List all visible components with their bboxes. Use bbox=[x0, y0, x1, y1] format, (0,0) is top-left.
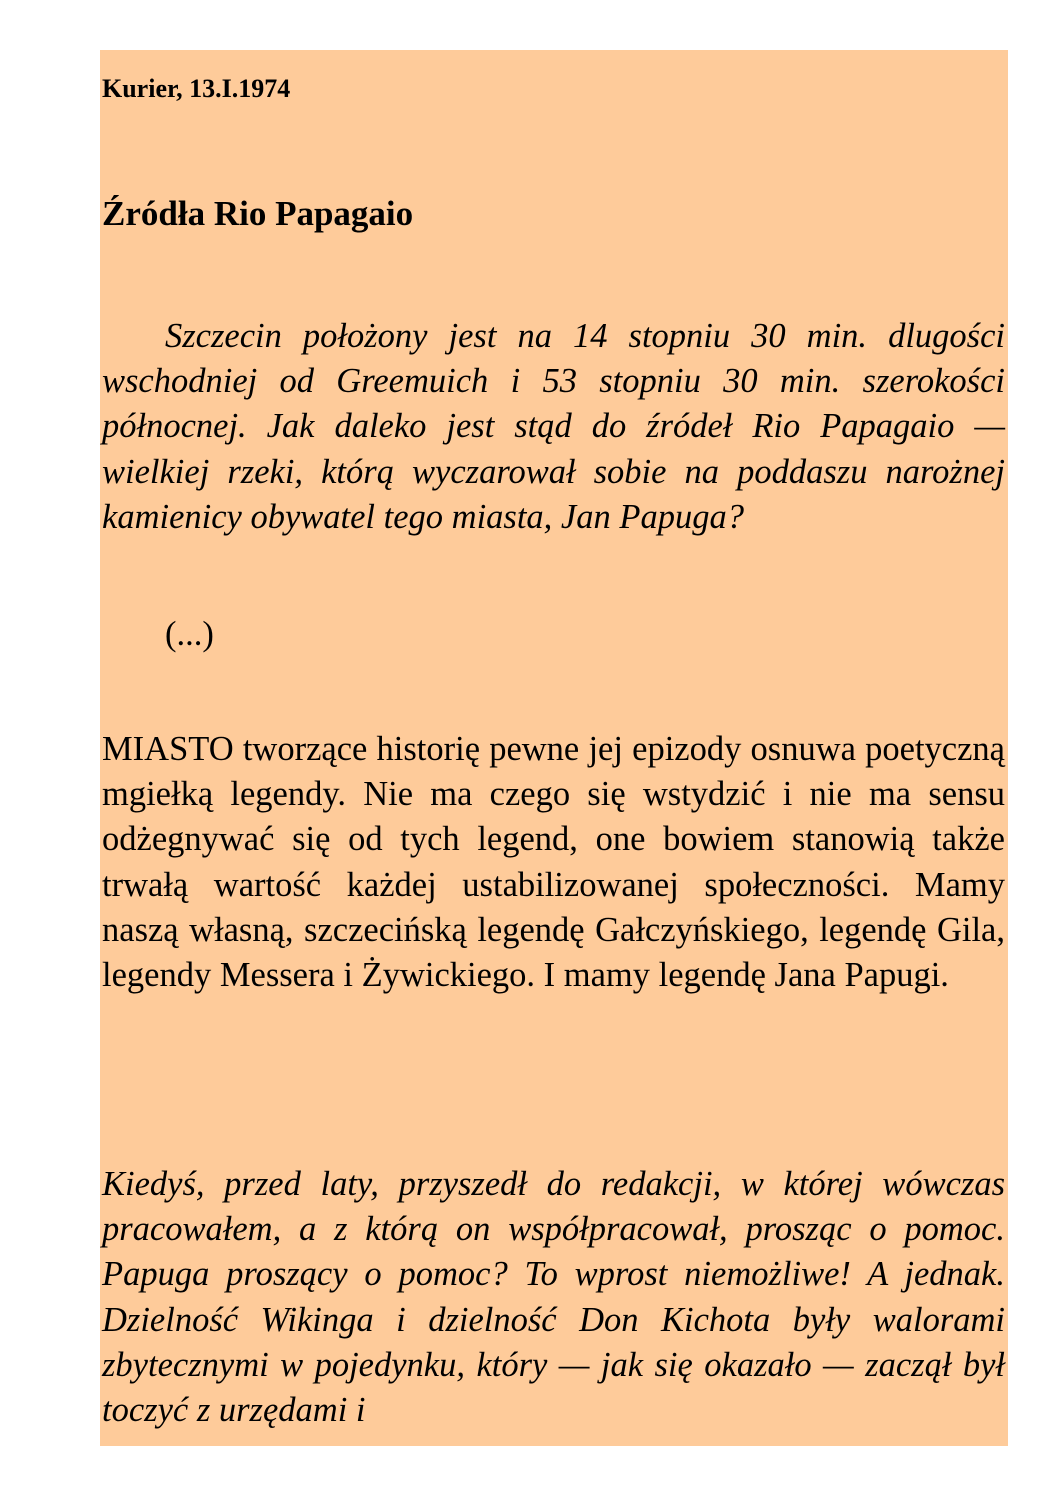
source-line: Kurier, 13.I.1974 bbox=[102, 74, 291, 103]
document-page bbox=[100, 50, 1008, 1446]
paragraph-3: Kiedyś, przed laty, przyszedł do redakcji, w której wówczas pracowałem, a z którą on współpracował, prosząc o pomoc. Papuga proszący o pomoc? To wprost niemożliwe! A jednak. Dzielność Wikinga i dzielność Don Kichota były walorami zbytecznymi w pojedynku, który — jak się okazało — zaczął był toczyć z urzędami i bbox=[102, 1165, 1005, 1430]
paragraph-2: MIASTO tworzące historię pewne jej epizody osnuwa poetyczną mgiełką legendy. Nie ma czego się wstydzić i nie ma sensu odżegnywać się od tych legend, one bowiem stanowią także trwałą wartość każdej ustabilizowanej społeczności. Mamy naszą własną, szczecińską legendę Gałczyńskiego, legendę Gila, legendy Messera i Żywickiego. I mamy legendę Jana Papugi. bbox=[102, 730, 1005, 995]
paragraph-1: Szczecin położony jest na 14 stopniu 30 min. dlugości wschodniej od Greemuich i 53 stopniu 30 min. szerokości północnej. Jak daleko jest stąd do źródeł Rio Papagaio — wielkiej rzeki, którą wyczarował sobie na poddaszu narożnej kamienicy obywatel tego miasta, Jan Papuga? bbox=[102, 317, 1005, 536]
article-title: Źródła Rio Papagaio bbox=[102, 194, 414, 233]
ellipsis: (...) bbox=[165, 615, 214, 653]
